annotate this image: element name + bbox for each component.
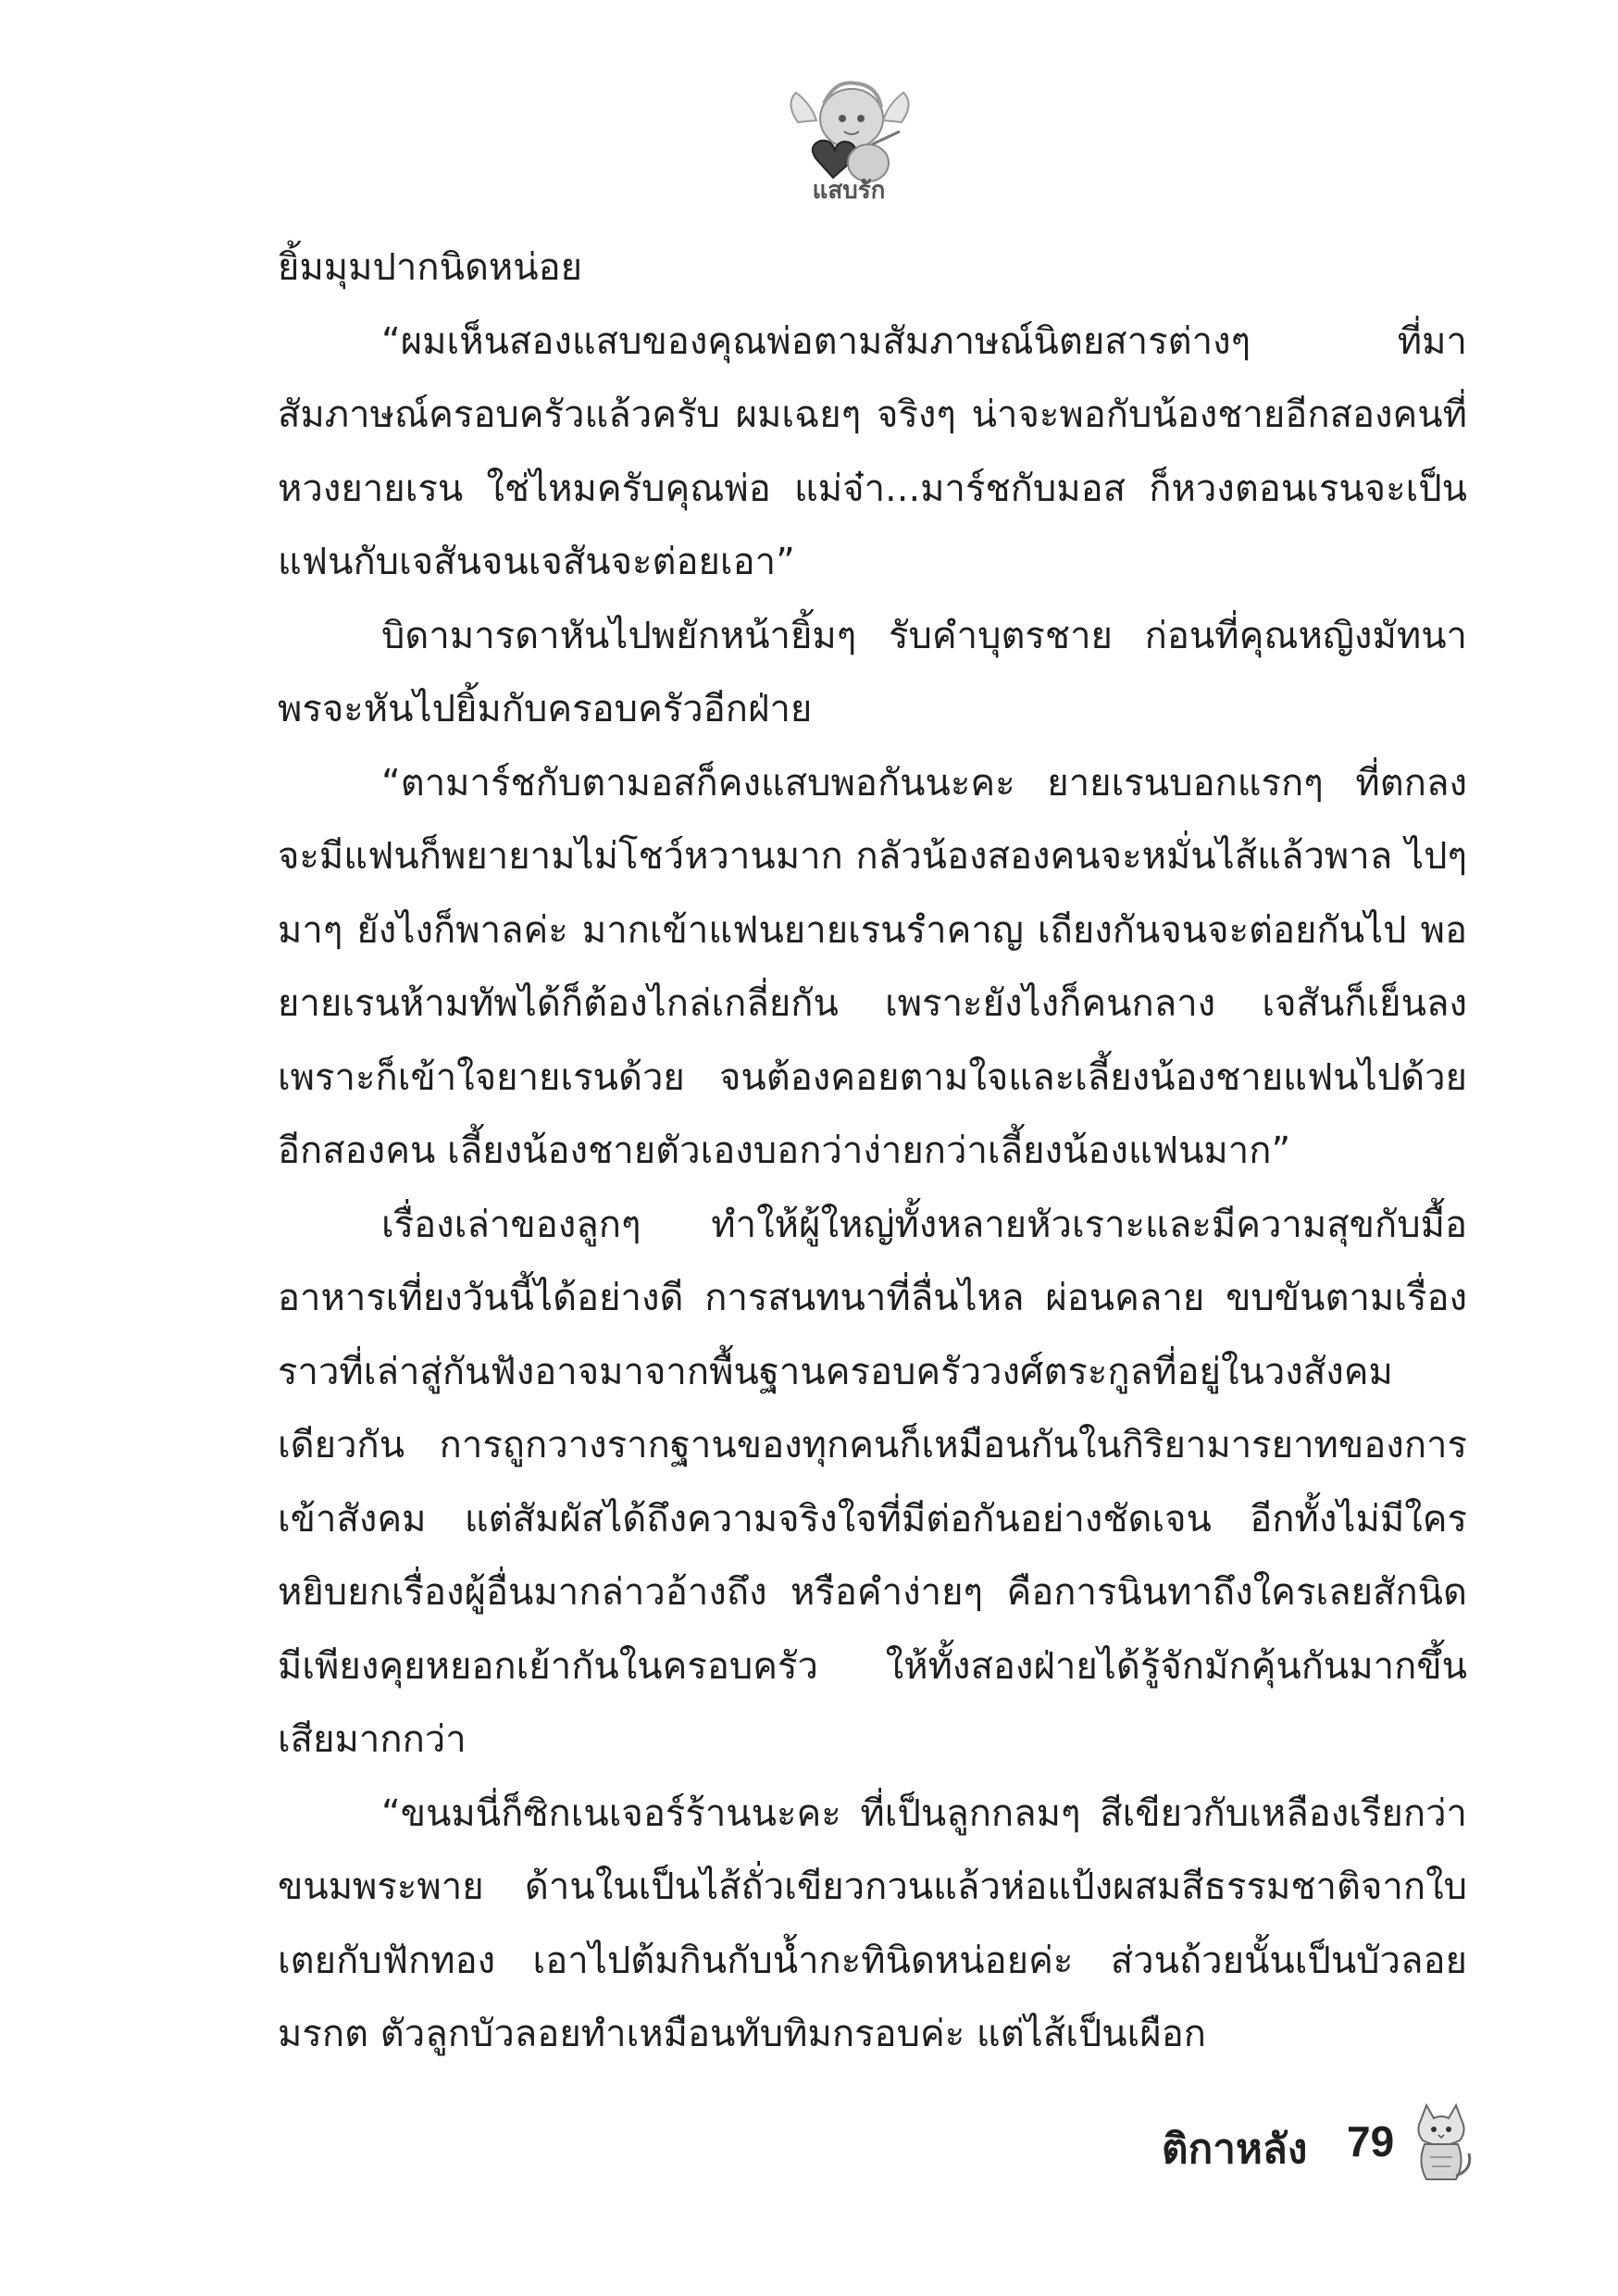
- cat-graphic: [1404, 2102, 1478, 2185]
- paragraph: ยิ้มมุมปากนิดหน่อย: [278, 246, 583, 289]
- paragraph: บิดามารดาหันไปพยักหน้ายิ้มๆ รับคำบุตรชาย ก่อนที่คุณหญิงมัทนาพรจะหันไปยิ้มกับครอบครัวอีกฝ่าย: [278, 614, 1467, 730]
- page-footer: [1162, 2102, 1550, 2185]
- paragraph: “ผมเห็นสองแสบของคุณพ่อตามสัมภาษณ์นิตยสารต่างๆ ที่มาสัมภาษณ์ครอบครัวแล้วครับ ผมเฉยๆ จริงๆ น่าจะพอกับน้องชายอีกสองคนที่หวงยายเรน ใช่ไหมครับคุณพ่อ แม่จ๋า...มาร์ชกับมอส ก็หวงตอนเรนจะเป็นแฟนกับเจสันจนเจสันจะต่อยเอา”: [278, 319, 1467, 583]
- book-title: ติกาหลัง: [1162, 2126, 1308, 2173]
- body-text: [278, 231, 1467, 2072]
- paragraph: เรื่องเล่าของลูกๆ ทำให้ผู้ใหญ่ทั้งหลายหัวเราะและมีความสุขกับมื้ออาหารเที่ยงวันนี้ได้อย่างดี การสนทนาที่ลื่นไหล ผ่อนคลาย ขบขันตามเรื่องราวที่เล่าสู่กันฟังอาจมาจากพื้นฐานครอบครัววงศ์ตระกูลที่อยู่ในวงสังคมเดียวกัน การถูกวางรากฐานของทุกคนก็เหมือนกันในกิริยามารยาทของการเข้าสังคม แต่สัมผัสได้ถึงความจริงใจที่มีต่อกันอย่างชัดเจน อีกทั้งไม่มีใครหยิบยกเรื่องผู้อื่นมากล่าวอ้างถึง หรือคำง่ายๆ คือการนินทาถึงใครเลยสักนิด มีเพียงคุยหยอกเย้ากันในครอบครัว ให้ทั้งสองฝ่ายได้รู้จักมักคุ้นกันมากขึ้นเสียมากกว่า: [278, 1203, 1467, 1761]
- cupid-logo-icon: [779, 67, 918, 215]
- logo-text: แสบรัก: [812, 177, 886, 205]
- cat-icon: [1404, 2102, 1478, 2185]
- paragraph: “ขนมนี่ก็ซิกเนเจอร์ร้านนะคะ ที่เป็นลูกกลมๆ สีเขียวกับเหลืองเรียกว่า ขนมพระพาย ด้านในเป็นไส้ถั่วเขียวกวนแล้วห่อแป้งผสมสีธรรมชาติจากใบเตยกับฟักทอง เอาไปต้มกินกับน้ำกะทินิดหน่อยค่ะ ส่วนถ้วยนั้นเป็นบัวลอยมรกต ตัวลูกบัวลอยทำเหมือนทับทิมกรอบค่ะ แต่ไส้เป็นเผือก: [278, 1791, 1467, 2055]
- paragraph: “ตามาร์ชกับตามอสก็คงแสบพอกันนะคะ ยายเรนบอกแรกๆ ที่ตกลงจะมีแฟนก็พยายามไม่โชว์หวานมาก กลัวน้องสองคนจะหมั่นไส้แล้วพาล ไปๆ มาๆ ยังไงก็พาลค่ะ มากเข้าแฟนยายเรนรำคาญ เถียงกันจนจะต่อยกันไป พอยายเรนห้ามทัพได้ก็ต้องไกล่เกลี่ยกัน เพราะยังไงก็คนกลาง เจสันก็เย็นลงเพราะก็เข้าใจยายเรนด้วย จนต้องคอยตามใจและเลี้ยงน้องชายแฟนไปด้วยอีกสองคน เลี้ยงน้องชายตัวเองบอกว่าง่ายกว่าเลี้ยงน้องแฟนมาก”: [278, 761, 1467, 1172]
- page-number: 79: [1347, 2117, 1395, 2165]
